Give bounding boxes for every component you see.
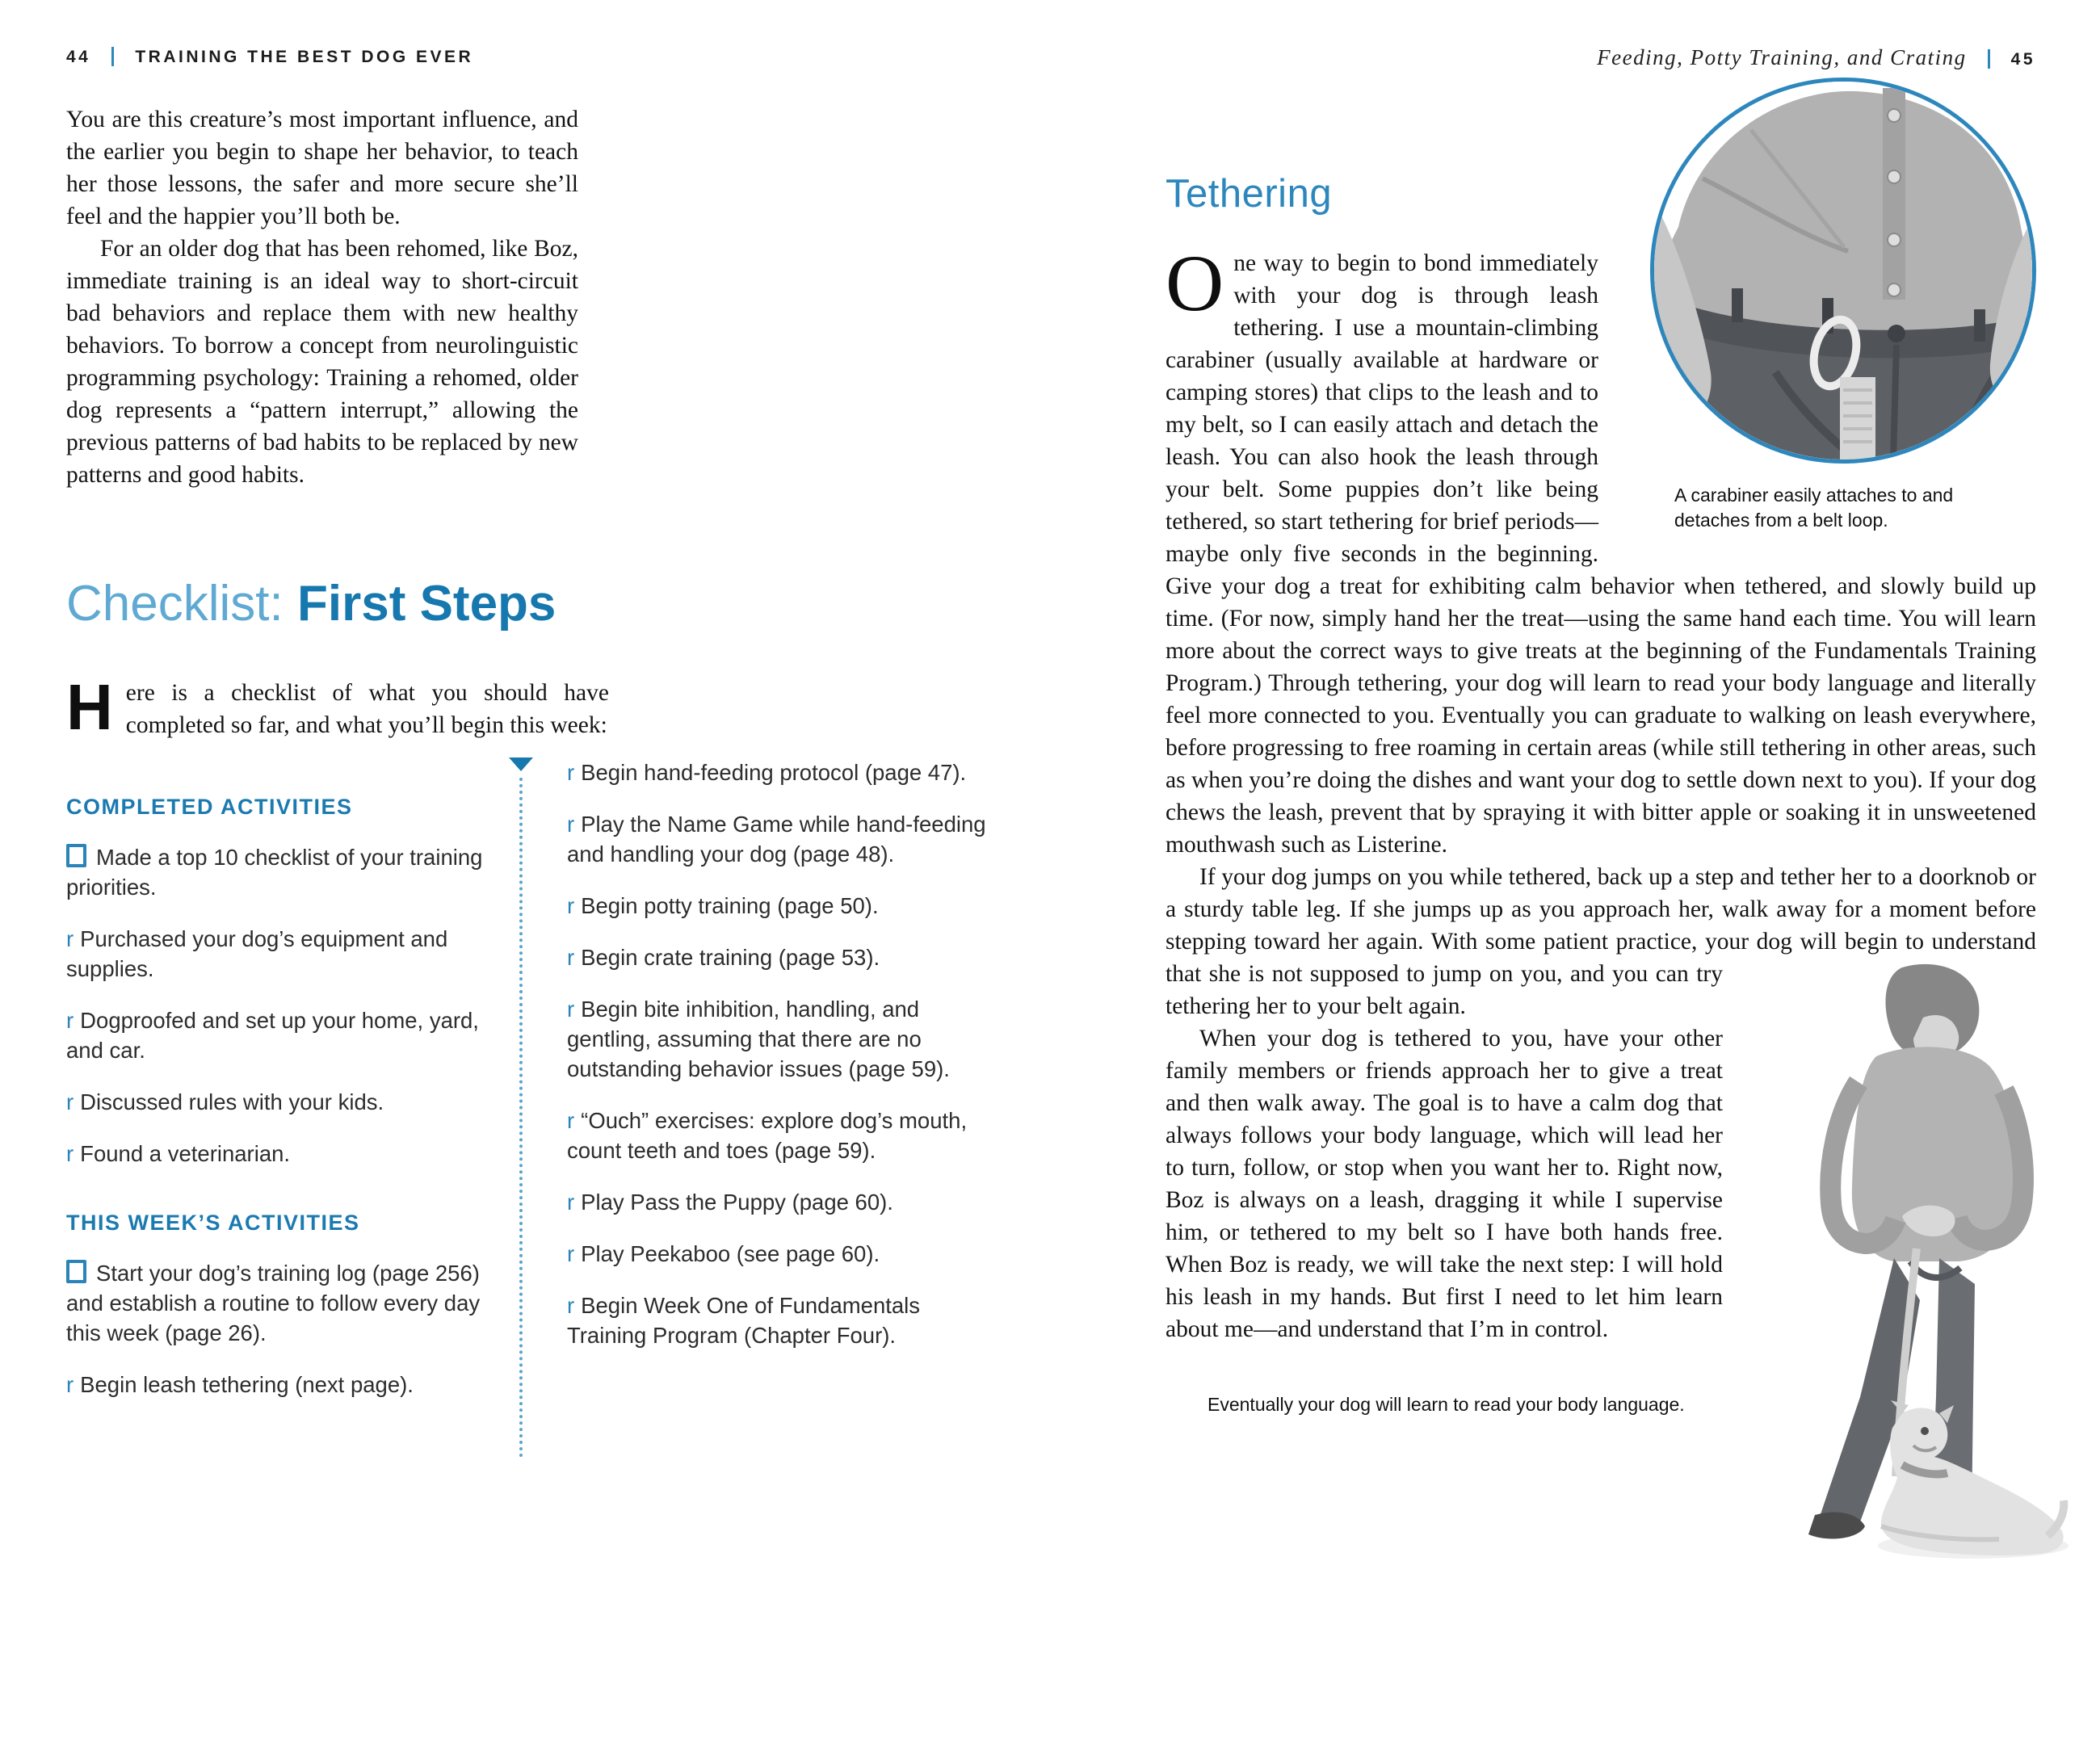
check-marker-icon: r [66, 1372, 74, 1397]
list-item [66, 1087, 494, 1117]
list-item-text: “Ouch” exercises: explore dog’s mouth, count teeth and toes (page 59). [567, 1108, 968, 1163]
check-marker-icon: r [66, 926, 74, 951]
completed-activities-title: COMPLETED ACTIVITIES [66, 795, 353, 819]
this-weeks-activities-title: THIS WEEK’S ACTIVITIES [66, 1211, 360, 1235]
list-item [567, 1290, 1004, 1350]
tethering-heading: Tethering [1166, 172, 1333, 216]
list-item [66, 842, 494, 902]
list-item [66, 1370, 494, 1400]
list-item-text: Play Peekaboo (see page 60). [581, 1241, 880, 1266]
figure-carabiner-photo [1632, 78, 2036, 533]
triangle-down-icon [509, 757, 533, 771]
list-item [567, 809, 1004, 869]
checkbox-icon [66, 844, 86, 867]
list-item [567, 994, 1004, 1084]
list-item [66, 1005, 494, 1065]
paragraph [1166, 861, 2036, 1022]
list-item [66, 924, 494, 984]
list-item-text: Begin leash tethering (next page). [80, 1372, 414, 1397]
list-item-text: Begin crate training (page 53). [581, 945, 880, 970]
body-language-photo-illustration [1781, 961, 2070, 1568]
checklist-columns [66, 757, 1015, 1458]
figure-standing-photo [1747, 961, 2036, 1568]
check-marker-icon: r [567, 760, 575, 785]
left-running-head-title: TRAINING THE BEST DOG EVER [135, 48, 474, 66]
paragraph-text: jump on you, and you can try tethering her to your belt again. [1166, 961, 1723, 1019]
left-page-number: 44 [66, 48, 91, 66]
left-intro-paragraphs [66, 103, 578, 491]
check-marker-icon: r [567, 893, 575, 918]
checklist-heading [66, 575, 556, 632]
list-item [567, 1239, 1004, 1269]
list-item [567, 757, 1004, 787]
check-marker-icon: r [66, 1008, 74, 1033]
check-marker-icon: r [567, 1108, 575, 1133]
check-marker-icon: r [567, 1241, 575, 1266]
list-item-text: Discussed rules with your kids. [80, 1089, 384, 1114]
check-marker-icon: r [567, 812, 575, 837]
dotted-line [519, 778, 523, 1458]
list-item-text: Purchased your dog’s equipment and supplies. [66, 926, 448, 981]
checklist-column-2 [540, 757, 1004, 1458]
checkbox-icon [66, 1260, 86, 1283]
checklist-intro [66, 671, 609, 743]
list-item [567, 942, 1004, 972]
right-running-head [1597, 45, 2035, 70]
list-item-text: Play the Name Game while hand-feeding and handling your dog (page 48). [567, 812, 986, 867]
right-page-number: 45 [2010, 50, 2035, 69]
header-divider-bar [111, 47, 114, 66]
list-item [567, 891, 1004, 921]
paragraph: You are this creature’s most important influence, and the earlier you begin to shape her behavior, to teach her those lessons, the safer and more secure she’ll feel and the happier you’ll both be. [66, 107, 578, 229]
list-item-text: Play Pass the Puppy (page 60). [581, 1190, 893, 1215]
list-item-text: Made a top 10 checklist of your training priorities. [66, 845, 483, 900]
paragraph-text: ne way to begin to bond immediately with your dog is through leash tethering. I use a mountain-climbing carabiner (usually available at hardware or camping stores) that clips to the leash and to my belt, so I can easily attach and detach the leash. You can also hook the leash through your belt. Some puppies don’t like being tethered, so start tethering for brief periods—maybe only five seconds in the beginning. Give your dog a treat for exhibiting calm behavior when tethered, and slowly build up time. (For now, simply hand her the treat—using the same hand each time. You will learn more about the correct ways to give treats at the beginning of the Fundamentals Training Program.) Through tethering, your dog will learn to read your body language and literally feel more connected to you. Eventually you can graduate to walking on leash everywhere, before progressing to free roaming in certain areas (while still tethering in other areas, such as when you’re doing the dishes and want your dog to settle down next to you). If your dog chews the leash, prevent that by spraying it with bitter apple or soaking it in unsweetened mouthwash such as Listerine. [1166, 250, 2036, 858]
check-marker-icon: r [66, 1141, 74, 1166]
list-item-text: Start your dog’s training log (page 256) and establish a routine to follow every day this week (page 26). [66, 1261, 481, 1345]
list-item-text: Begin Week One of Fundamentals Training Program (Chapter Four). [567, 1293, 921, 1348]
list-item-text: Found a veterinarian. [80, 1141, 291, 1166]
check-marker-icon: r [567, 945, 575, 970]
dropcap-o: O [1166, 238, 1224, 328]
check-marker-icon: r [66, 1089, 74, 1114]
paragraph: For an older dog that has been rehomed, like Boz, immediate training is an ideal way to short-circuit bad behaviors and replace them with new healthy behaviors. To borrow a concept from neurolinguistic programming psychology: Training a rehomed, older dog represents a “pattern interrupt,” allowing the previous patterns of bad habits to be replaced by new patterns and good habits. [66, 236, 578, 488]
carabiner-belt-photo [1650, 78, 2036, 464]
list-item [567, 1106, 1004, 1165]
check-marker-icon: r [567, 997, 575, 1022]
header-divider-bar [1988, 49, 1990, 69]
list-item-text: Begin hand-feeding protocol (page 47). [581, 760, 967, 785]
check-marker-icon: r [567, 1190, 575, 1215]
checklist-heading-bold: First Steps [296, 576, 556, 632]
right-page [1050, 0, 2100, 1750]
checklist-heading-light: Checklist: [66, 576, 284, 632]
left-running-head [66, 47, 473, 67]
column-divider [502, 757, 540, 1458]
photo-caption: Eventually your dog will learn to read your body language. [1208, 1394, 1685, 1415]
photo-caption: A carabiner easily attaches to and detaches from a belt loop. [1674, 485, 1954, 531]
checklist-intro-text: ere is a checklist of what you should have completed so far, and what you’ll begin this week: [125, 680, 609, 738]
list-item [66, 1258, 494, 1348]
list-item-text: Begin bite inhibition, handling, and gentling, assuming that there are no outstanding behavior issues (page 59). [567, 997, 950, 1081]
checklist-column-1 [66, 757, 502, 1458]
carabiner-photo-illustration [1654, 82, 2032, 460]
paragraph: When your dog is tethered to you, have your other family members or friends approach her to give a treat and then walk away. The goal is to have a calm dog that always follows your body language, which will lead her to turn, follow, or stop when you want her to. Right now, Boz is always on a leash, dragging it while I supervise him, or tethered to my belt so I have both hands free. When Boz is ready, we will take the next step: I will hold his leash in my hands. But first I need to let him learn about me—and understand that I’m in control. [1166, 1026, 1723, 1342]
list-item [567, 1187, 1004, 1217]
list-item-text: Begin potty training (page 50). [581, 893, 879, 918]
list-item [66, 1139, 494, 1169]
chapter-title: Feeding, Potty Training, and Crating [1597, 45, 1967, 69]
check-marker-icon: r [567, 1293, 575, 1318]
paragraph-text: If your dog jumps on you while tethered, back up a step and tether her to a doorknob or a sturdy table leg. If she jumps up as you approach her, walk away for a moment before stepping toward her again. With some patient practice, your dog will begin to understand that she is not supposed to [1166, 864, 2036, 987]
tethering-section [1166, 78, 2036, 1568]
list-item-text: Dogproofed and set up your home, yard, and car. [66, 1008, 479, 1063]
dropcap-h: H [66, 671, 113, 743]
